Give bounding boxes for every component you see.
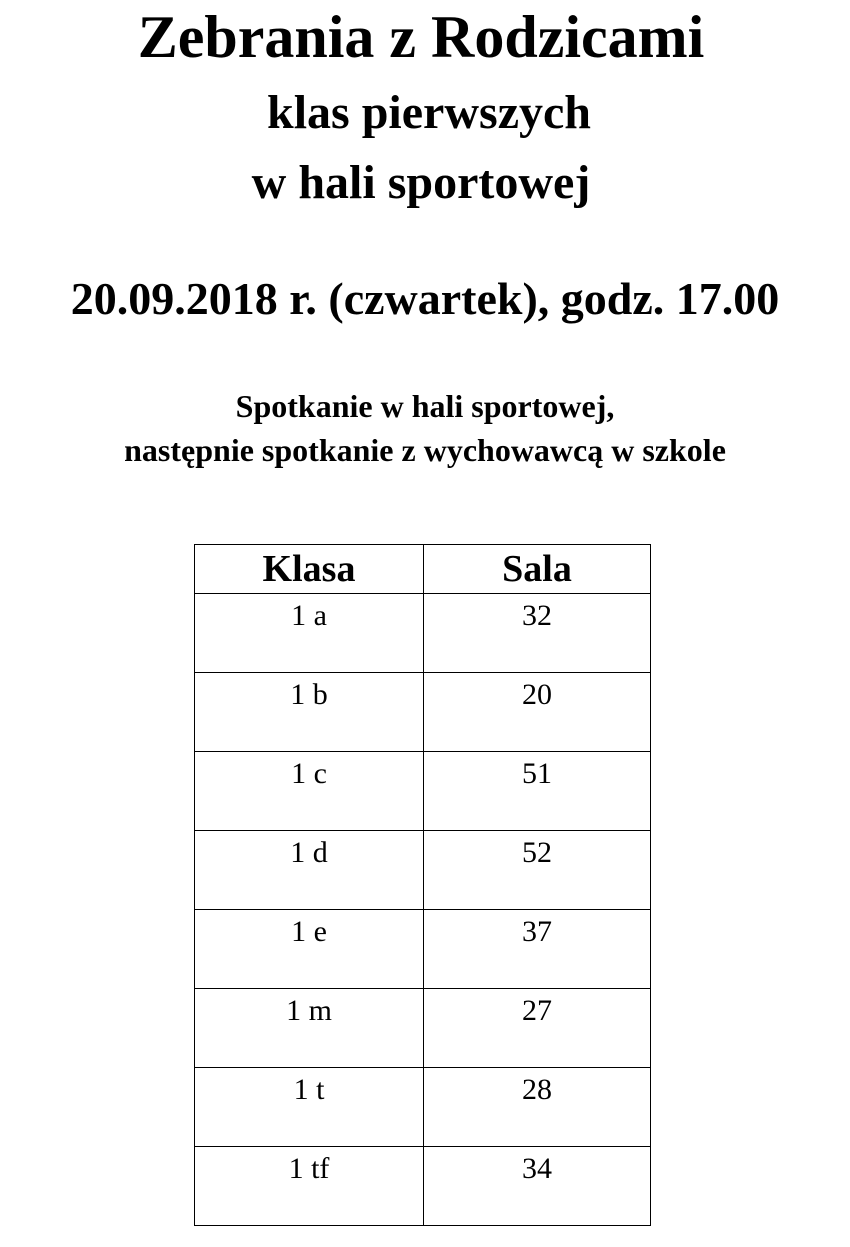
- class-cell: 1 tf: [195, 1147, 424, 1226]
- info-line-1: Spotkanie w hali sportowej,: [235, 388, 615, 424]
- class-cell: 1 d: [195, 831, 424, 910]
- table-row: [195, 673, 651, 752]
- column-header-class: Klasa: [195, 545, 424, 594]
- class-cell: 1 c: [195, 752, 424, 831]
- room-cell: 37: [424, 910, 651, 989]
- info-line-2: następnie spotkanie z wychowawcą w szkole: [124, 432, 726, 468]
- subtitle-location: w hali sportowej: [251, 156, 591, 209]
- room-cell: 52: [424, 831, 651, 910]
- table-row: [195, 831, 651, 910]
- table-row: [195, 594, 651, 673]
- subtitle-classes: klas pierwszych: [267, 86, 591, 139]
- table-row: [195, 1068, 651, 1147]
- class-cell: 1 b: [195, 673, 424, 752]
- table-row: [195, 910, 651, 989]
- table-row: [195, 1147, 651, 1226]
- table-row: [195, 752, 651, 831]
- class-cell: 1 t: [195, 1068, 424, 1147]
- class-cell: 1 e: [195, 910, 424, 989]
- room-cell: 34: [424, 1147, 651, 1226]
- table-header-row: [195, 545, 651, 594]
- table-row: [195, 989, 651, 1068]
- date-time-line: 20.09.2018 r. (czwartek), godz. 17.00: [70, 273, 780, 324]
- page-title: Zebrania z Rodzicami: [137, 4, 705, 70]
- room-cell: 20: [424, 673, 651, 752]
- column-header-room: Sala: [424, 545, 651, 594]
- room-cell: 28: [424, 1068, 651, 1147]
- class-cell: 1 m: [195, 989, 424, 1068]
- class-room-table: [194, 544, 651, 1226]
- room-cell: 27: [424, 989, 651, 1068]
- room-cell: 51: [424, 752, 651, 831]
- class-cell: 1 a: [195, 594, 424, 673]
- room-cell: 32: [424, 594, 651, 673]
